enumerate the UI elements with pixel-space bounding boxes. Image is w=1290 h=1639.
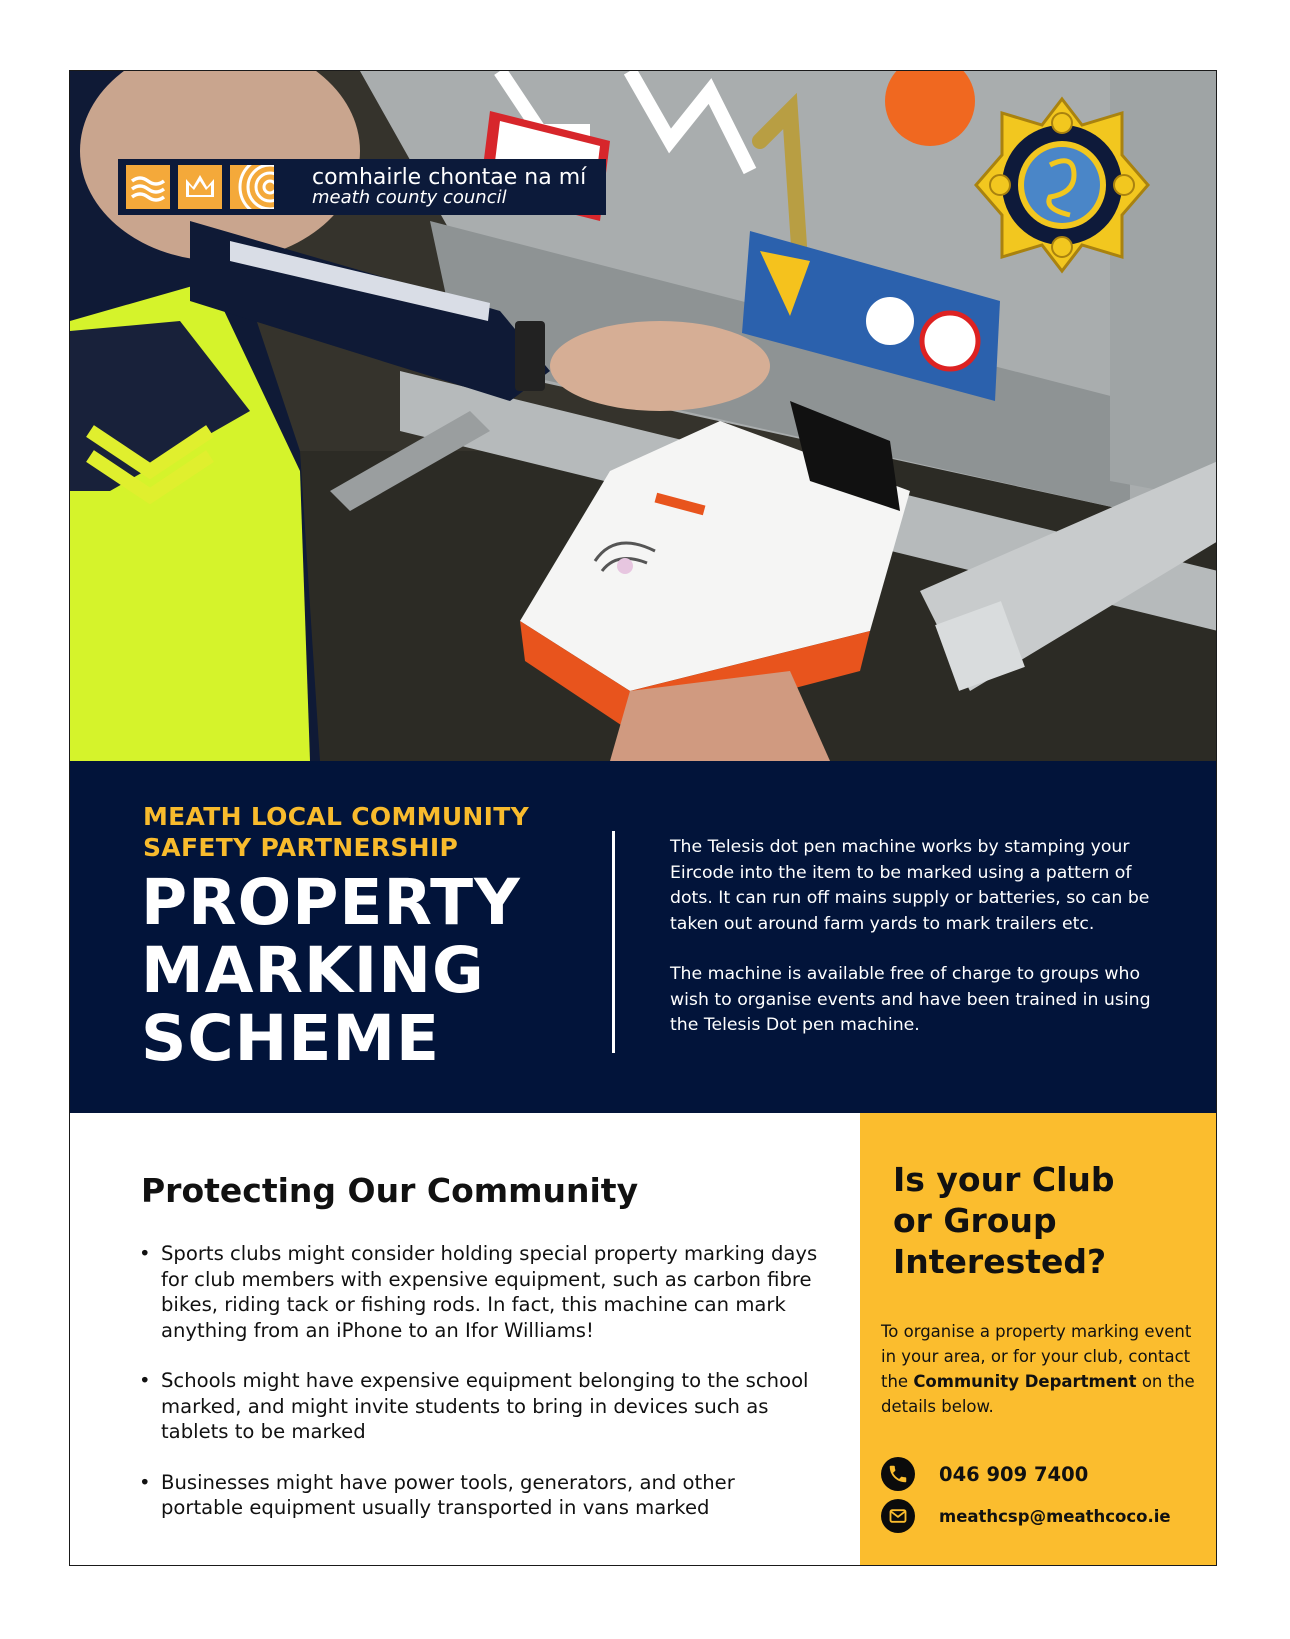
council-name-english: meath county council xyxy=(312,187,507,209)
cta-body-department: Community Department xyxy=(913,1372,1137,1391)
spiral-icon xyxy=(230,165,274,209)
poster xyxy=(69,70,1217,1566)
envelope-icon xyxy=(881,1499,915,1533)
cta-heading xyxy=(893,1159,1193,1282)
contact-panel xyxy=(860,1113,1217,1566)
bullet-schools: • Schools might have expensive equipment belonging to the school marked, and might invite students to bring in devices such as tablets to be marked xyxy=(141,1368,821,1445)
cta-body-outro: on the details below. xyxy=(881,1372,1195,1416)
scheme-title xyxy=(141,866,581,1075)
waves-icon xyxy=(126,165,170,209)
description-paragraph-2: The machine is available free of charge to groups who wish to organise events and have been trained in using the Telesis Dot pen machine. xyxy=(670,964,1151,1035)
title-line-3: SCHEME xyxy=(141,1002,441,1075)
community-heading: Protecting Our Community xyxy=(141,1171,639,1210)
vertical-divider xyxy=(612,831,615,1053)
cta-body xyxy=(881,1319,1206,1419)
garda-crest-icon xyxy=(972,95,1152,275)
email-contact[interactable] xyxy=(881,1499,1171,1533)
description-paragraph-1: The Telesis dot pen machine works by stamping your Eircode into the item to be marked using a pattern of dots. It can run off mains supply or batteries, so can be taken out around farm yards to mark trailers etc. xyxy=(670,837,1150,934)
community-section xyxy=(70,1113,860,1565)
crown-icon xyxy=(178,165,222,209)
council-logo-banner xyxy=(118,159,606,215)
bullet-sports-clubs: • Sports clubs might consider holding special property marking days for club members with expensive equipment, such as carbon fibre bikes, riding tack or fishing rods. In fact, this machine can mark anything from an iPhone to an Ifor Williams! xyxy=(141,1241,821,1343)
meath-council-logo xyxy=(126,165,274,209)
cta-heading-line-1: Is your Club xyxy=(893,1160,1115,1199)
title-line-1: PROPERTY xyxy=(141,866,521,939)
phone-contact[interactable] xyxy=(881,1457,1088,1491)
title-line-2: MARKING xyxy=(141,934,485,1007)
cta-heading-line-3: Interested? xyxy=(893,1242,1107,1281)
phone-icon xyxy=(881,1457,915,1491)
partnership-name xyxy=(143,801,563,863)
partnership-line-1: MEATH LOCAL COMMUNITY xyxy=(143,802,529,831)
partnership-line-2: SAFETY PARTNERSHIP xyxy=(143,833,459,862)
council-name-irish: comhairle chontae na mí xyxy=(312,165,587,190)
cta-heading-line-2: or Group xyxy=(893,1201,1057,1240)
bullet-businesses: • Businesses might have power tools, generators, and other portable equipment usually transported in vans marked xyxy=(141,1470,821,1521)
scheme-banner xyxy=(70,761,1217,1113)
community-bullet-list xyxy=(141,1241,821,1546)
hero-photo xyxy=(70,71,1217,761)
phone-number[interactable]: 046 909 7400 xyxy=(939,1462,1089,1486)
email-address[interactable]: meathcsp@meathcoco.ie xyxy=(939,1506,1171,1526)
scheme-description xyxy=(670,835,1165,1064)
cta-body-intro: To organise a property marking event in your area, or for your club, contact the xyxy=(881,1322,1192,1391)
